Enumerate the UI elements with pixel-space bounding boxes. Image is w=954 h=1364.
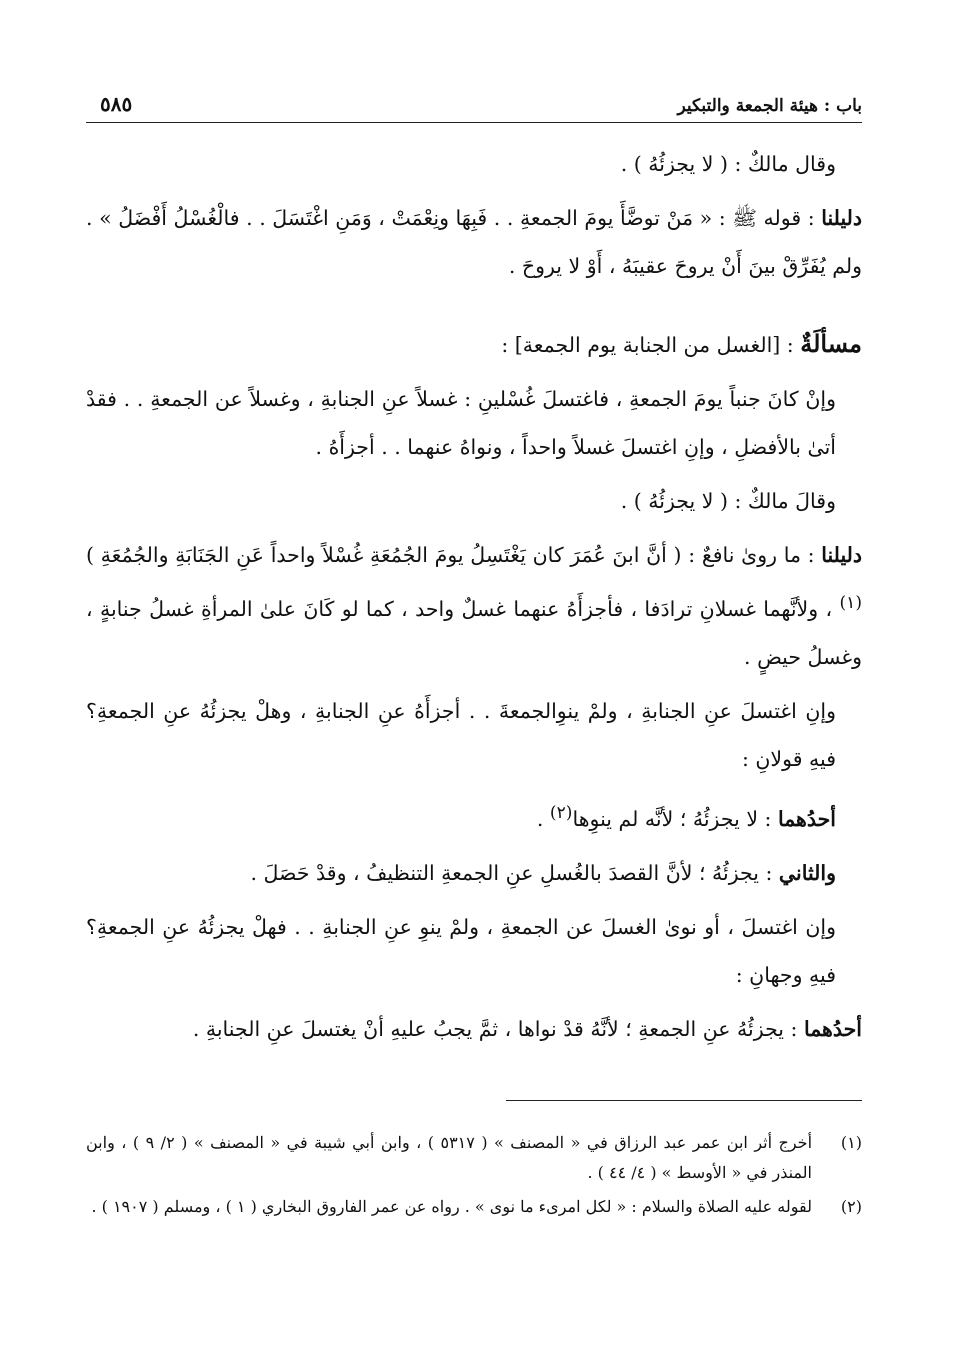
paragraph: دليلنا : قوله ﷺ : « مَنْ توضَّأَ يومَ الجمعةِ . . فَبِهَا ونِعْمَتْ ، وَمَنِ اغْتَسَلَ . . فالْغُسْلُ أَفْضَلُ » . ولم يُفَرِّقْ بينَ أَنْ يروحَ عقيبَهُ ، أَوْ لا يروحَ .	[86, 206, 862, 278]
paragraph: وقالَ مالكٌ : ( لا يجزئُهُ ) .	[620, 489, 836, 513]
footnote-separator	[506, 1100, 862, 1101]
paragraph: وإنْ كانَ جنباً يومَ الجمعةِ ، فاغتسلَ غُسْلينِ : غسلاً عنِ الجنابةِ ، وغسلاً عن الجمعةِ . . فقدْ أتىٰ بالأفضلِ ، وإنِ اغتسلَ غسلاً واحداً ، ونواهُ عنهما . . أجزأَهُ .	[86, 387, 836, 459]
paragraph: أحدُهما : يجزئُهُ عنِ الجمعةِ ؛ لأنَّهُ قدْ نواها ، ثمَّ يجبُ عليهِ أنْ يغتسلَ عنِ الجنابةِ .	[192, 1016, 862, 1041]
masala-heading: مسألَةٌ : [الغسل من الجنابة يوم الجمعة] :	[501, 329, 862, 358]
paragraph: أحدُهما : لا يجزئُهُ ؛ لأنَّه لم ينوِها$^{(٢)}$ .	[536, 802, 836, 831]
page-number: ٥٨٥	[100, 92, 133, 116]
evidence-label: دليلنا	[821, 206, 862, 230]
footnote-number: (١)	[840, 1133, 862, 1152]
paragraph: وإن اغتسلَ ، أو نوىٰ الغسلَ عن الجمعةِ ، ولمْ ينوِ عنِ الجنابةِ . . فهلْ يجزئُهُ عنِ الجمعةِ؟ فيهِ وجهانِ :	[86, 914, 836, 987]
masala-label: مسألَةٌ	[800, 329, 862, 358]
footnote	[86, 1192, 862, 1222]
second-opinion-label: والثاني	[778, 860, 836, 885]
evidence-label: دليلنا	[821, 543, 862, 567]
main-text	[86, 140, 862, 1059]
chapter-title: باب : هيئة الجمعة والتبكير	[677, 96, 862, 116]
first-opinion-label: أحدُهما	[803, 1016, 862, 1041]
footnotes	[86, 1128, 862, 1226]
footnote-number: (٢)	[840, 1197, 862, 1216]
running-header	[86, 92, 862, 123]
footnote-ref[interactable]: (٢)	[549, 802, 573, 823]
book-page	[86, 0, 862, 1364]
paragraph: دليلنا : ما روىٰ نافعٌ : ( أنَّ ابنَ عُمَرَ كان يَغْتَسِلُ يومَ الجُمُعَةِ غُسْلاً واحداً عَنِ الجَنَابَةِ والجُمُعَةِ )$^{(١)}$ ، ولأنَّهما غسلانِ ترادَفا ، فأجزأَهُ عنهما غسلٌ واحد ، كما لو كَانَ علىٰ المرأةِ غسلُ جنابةٍ ، وغسلُ حيضٍ .	[86, 543, 862, 669]
first-opinion-label: أحدُهما	[777, 806, 836, 831]
paragraph: وقال مالكٌ : ( لا يجزئُهُ ) .	[620, 152, 836, 176]
footnote-text: لقوله عليه الصلاة والسلام : « لكل امرىء ما نوى » . رواه عن عمر الفاروق البخاري ( ١ ) ، ومسلم ( ١٩٠٧ ) .	[91, 1197, 812, 1216]
footnote-text: أخرج أثر ابن عمر عبد الرزاق في « المصنف » ( ٥٣١٧ ) ، وابن أبي شيبة في « المصنف » ( ٢/ ٩ ) ، وابن المنذر في « الأوسط » ( ٤/ ٤٤ ) .	[86, 1133, 813, 1182]
footnote	[86, 1128, 862, 1188]
footnote-ref[interactable]: (١)	[839, 593, 862, 613]
paragraph: وإنِ اغتسلَ عنِ الجنابةِ ، ولمْ ينوِالجمعةَ . . أجزأَهُ عنِ الجنابةِ ، وهلْ يجزئُهُ عنِ الجمعةِ؟ فيهِ قولانِ :	[86, 698, 836, 771]
paragraph: والثاني : يجزئُهُ ؛ لأنَّ القصدَ بالغُسلِ عنِ الجمعةِ التنظيفُ ، وقدْ حَصَلَ .	[250, 860, 836, 885]
